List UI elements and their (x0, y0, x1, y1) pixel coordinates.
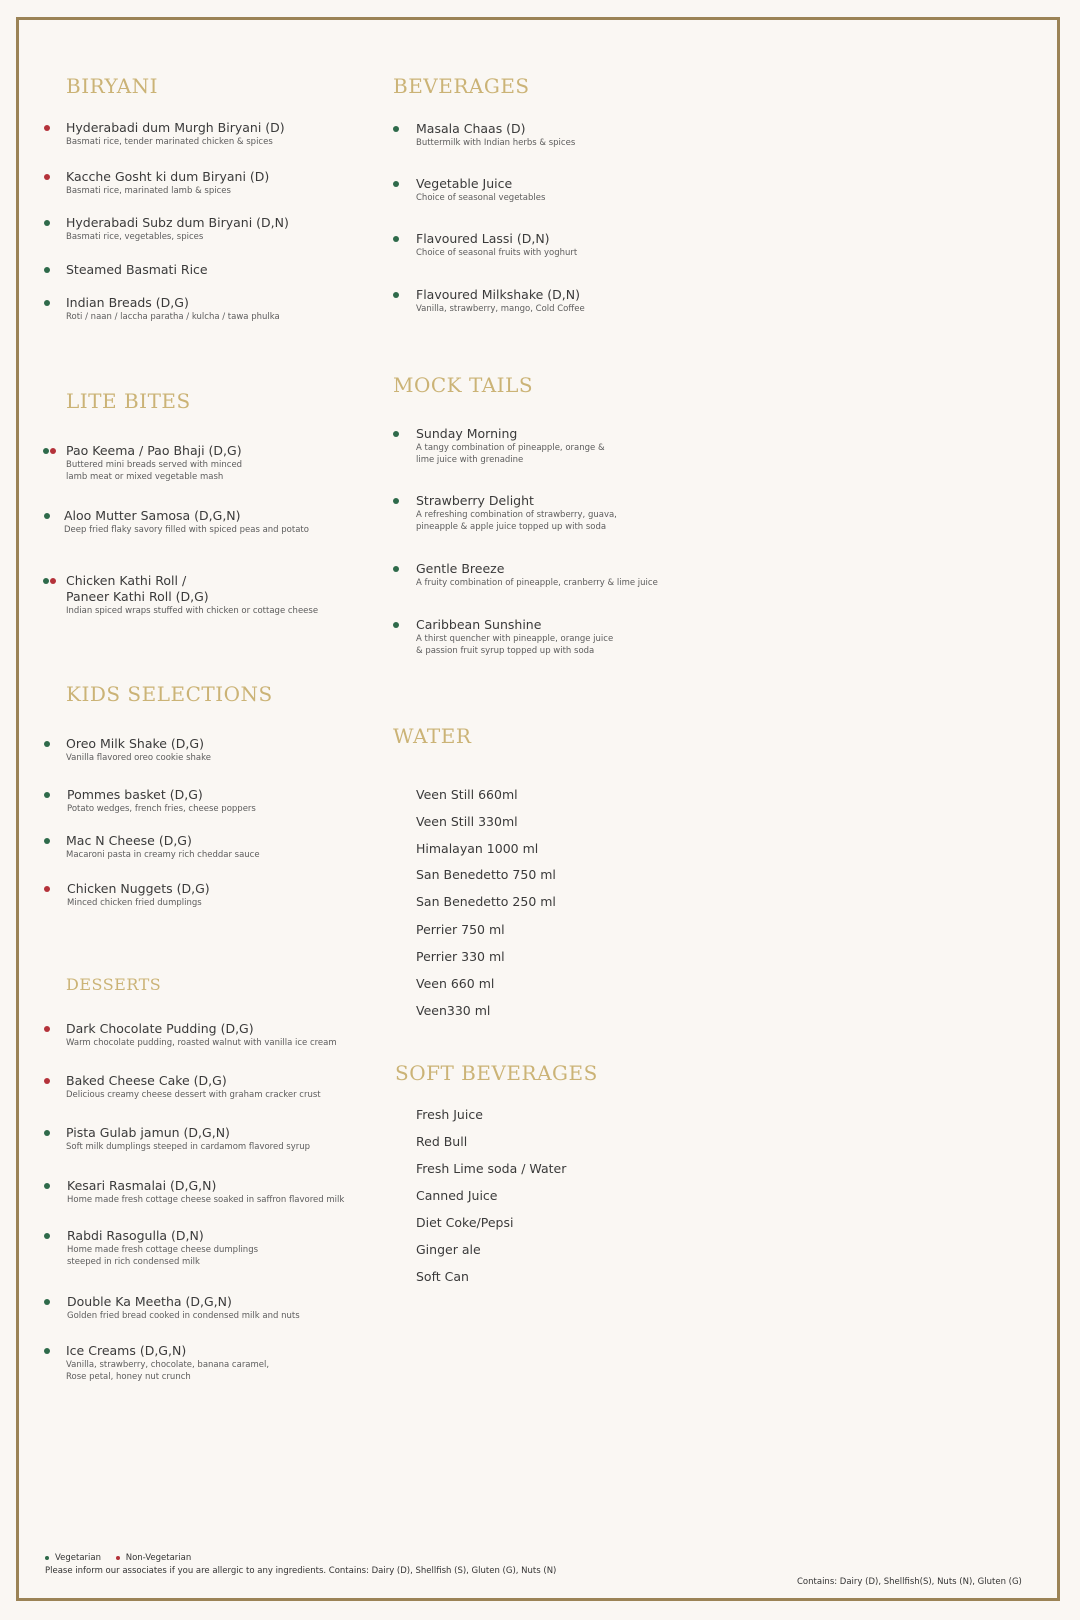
menu-item (44, 169, 269, 197)
item-name: Sunday Morning (416, 426, 518, 441)
heading-kids-selections: KIDS SELECTIONS (66, 682, 273, 706)
item-desc: Vanilla, strawberry, chocolate, banana caramel, (66, 1360, 270, 1370)
item-desc: Vanilla, strawberry, mango, Cold Coffee (416, 304, 585, 314)
item-desc: & passion fruit syrup topped up with soda (416, 646, 595, 656)
legend-veg-label: Vegetarian (55, 1553, 102, 1563)
item-desc: Vanilla flavored oreo cookie shake (66, 753, 211, 763)
veg-dot-icon (43, 448, 49, 454)
menu-item (393, 426, 605, 466)
menu-item (43, 573, 318, 617)
item-name: Strawberry Delight (416, 493, 534, 508)
soft-beverage-item: Diet Coke/Pepsi (416, 1215, 514, 1230)
veg-dot-icon (44, 1299, 50, 1305)
item-name: Oreo Milk Shake (D,G) (66, 736, 204, 751)
item-desc: Deep fried flaky savory filled with spiced peas and potato (64, 525, 309, 535)
item-desc: Macaroni pasta in creamy rich cheddar sauce (66, 850, 260, 860)
legend-non-veg-label: Non-Vegetarian (125, 1553, 192, 1563)
water-item: San Benedetto 750 ml (416, 867, 556, 882)
menu-item (44, 1178, 344, 1206)
water-item: Perrier 330 ml (416, 949, 505, 964)
menu-item (44, 1125, 310, 1153)
item-desc: Buttermilk with Indian herbs & spices (416, 138, 576, 148)
item-desc: A refreshing combination of strawberry, guava, (416, 510, 617, 520)
menu-item (44, 295, 280, 323)
veg-dot-icon (43, 578, 49, 584)
veg-dot-icon (393, 292, 399, 298)
menu-item (44, 736, 211, 764)
veg-dot-icon (393, 126, 399, 132)
item-name: Pista Gulab jamun (D,G,N) (66, 1125, 230, 1140)
item-name: Chicken Kathi Roll / (66, 573, 187, 588)
menu-item (44, 1294, 300, 1322)
item-name: Pao Keema / Pao Bhaji (D,G) (66, 443, 242, 458)
item-desc: Basmati rice, vegetables, spices (66, 232, 204, 242)
item-name: Flavoured Lassi (D,N) (416, 231, 550, 246)
soft-beverage-item: Ginger ale (416, 1242, 481, 1257)
heading-mock-tails: MOCK TAILS (393, 373, 534, 397)
item-desc: Soft milk dumplings steeped in cardamom flavored syrup (66, 1142, 311, 1152)
item-desc: Choice of seasonal fruits with yoghurt (416, 248, 578, 258)
non-veg-dot-icon (44, 886, 50, 892)
menu-item (44, 1021, 337, 1049)
veg-dot-icon (393, 566, 399, 572)
item-desc: Delicious creamy cheese dessert with graham cracker crust (66, 1090, 321, 1100)
item-desc: Potato wedges, french fries, cheese poppers (67, 804, 256, 814)
item-name: Flavoured Milkshake (D,N) (416, 287, 580, 302)
item-name: Aloo Mutter Samosa (D,G,N) (64, 508, 241, 523)
menu-item (44, 508, 309, 536)
item-desc: A fruity combination of pineapple, cranberry & lime juice (416, 578, 658, 588)
water-item: Veen 660 ml (416, 976, 495, 991)
item-desc: Basmati rice, marinated lamb & spices (66, 186, 231, 196)
item-name: Rabdi Rasogulla (D,N) (67, 1228, 204, 1243)
item-desc: steeped in rich condensed milk (67, 1257, 200, 1267)
item-desc: A thirst quencher with pineapple, orange juice (416, 634, 614, 644)
item-name: Ice Creams (D,G,N) (66, 1343, 187, 1358)
menu-item (44, 787, 256, 815)
veg-dot-icon (393, 181, 399, 187)
item-desc: Basmati rice, tender marinated chicken & spices (66, 137, 273, 147)
soft-beverage-item: Red Bull (416, 1134, 468, 1149)
item-desc: Rose petal, honey nut crunch (66, 1372, 191, 1382)
veg-dot-icon (393, 622, 399, 628)
item-desc: Roti / naan / laccha paratha / kulcha / tawa phulka (66, 312, 280, 322)
item-desc: Choice of seasonal vegetables (416, 193, 546, 203)
item-desc: A tangy combination of pineapple, orange & (416, 443, 605, 453)
contains-note: Contains: Dairy (D), Shellfish(S), Nuts (N), Gluten (G) (797, 1577, 1022, 1587)
heading-desserts: DESSERTS (66, 975, 162, 994)
veg-dot-icon (44, 1130, 50, 1136)
veg-dot-icon (44, 838, 50, 844)
menu-item (44, 833, 260, 861)
menu-item (44, 881, 210, 909)
item-name: Baked Cheese Cake (D,G) (66, 1073, 227, 1088)
menu-item (44, 1343, 269, 1383)
item-desc: Home made fresh cottage cheese dumplings (67, 1245, 259, 1255)
veg-dot-icon (44, 1233, 50, 1239)
menu-item (44, 262, 208, 278)
item-name: Mac N Cheese (D,G) (66, 833, 192, 848)
non-veg-dot-icon (44, 125, 50, 131)
non-veg-dot-icon (44, 1078, 50, 1084)
allergy-note: Please inform our associates if you are allergic to any ingredients. Contains: Dairy (D), Shellfish (S), Gluten (G), Nuts (N) (45, 1566, 557, 1576)
veg-dot-icon (44, 1183, 50, 1189)
veg-dot-icon (45, 1556, 49, 1560)
menu-item (44, 1073, 321, 1101)
soft-beverage-item: Fresh Juice (416, 1107, 483, 1122)
menu-item (393, 561, 658, 589)
menu-item (44, 1228, 258, 1268)
item-name: Chicken Nuggets (D,G) (67, 881, 210, 896)
veg-dot-icon (393, 236, 399, 242)
menu-item (393, 121, 575, 149)
soft-beverage-item: Fresh Lime soda / Water (416, 1161, 567, 1176)
heading-soft-beverages: SOFT BEVERAGES (395, 1061, 598, 1085)
item-desc: Home made fresh cottage cheese soaked in saffron flavored milk (67, 1195, 345, 1205)
non-veg-dot-icon (44, 174, 50, 180)
non-veg-dot-icon (50, 578, 56, 584)
item-desc: Indian spiced wraps stuffed with chicken or cottage cheese (66, 606, 319, 616)
menu-item (393, 493, 617, 533)
veg-dot-icon (44, 513, 50, 519)
water-item: Veen Still 660ml (416, 787, 518, 802)
legend (45, 1553, 191, 1563)
item-name: Gentle Breeze (416, 561, 505, 576)
veg-dot-icon (44, 741, 50, 747)
menu-item (43, 443, 242, 483)
item-desc: Minced chicken fried dumplings (67, 898, 202, 908)
menu-item (393, 231, 577, 259)
item-name: Dark Chocolate Pudding (D,G) (66, 1021, 254, 1036)
soft-beverage-item: Soft Can (416, 1269, 469, 1284)
heading-beverages: BEVERAGES (393, 74, 530, 98)
item-name: Masala Chaas (D) (416, 121, 526, 136)
item-name: Double Ka Meetha (D,G,N) (67, 1294, 232, 1309)
item-name: Pommes basket (D,G) (67, 787, 203, 802)
item-name: Hyderabadi dum Murgh Biryani (D) (66, 120, 285, 135)
item-name: Indian Breads (D,G) (66, 295, 189, 310)
item-name: Kacche Gosht ki dum Biryani (D) (66, 169, 270, 184)
item-name: Hyderabadi Subz dum Biryani (D,N) (66, 215, 289, 230)
veg-dot-icon (393, 431, 399, 437)
menu-item (44, 215, 289, 243)
non-veg-dot-icon (50, 448, 56, 454)
water-item: San Benedetto 250 ml (416, 894, 556, 909)
heading-lite-bites: LITE BITES (66, 389, 191, 413)
water-item: Veen Still 330ml (416, 814, 518, 829)
veg-dot-icon (44, 1348, 50, 1354)
veg-dot-icon (44, 792, 50, 798)
non-veg-dot-icon (116, 1556, 120, 1560)
menu-item (393, 617, 613, 657)
menu-item (393, 176, 545, 204)
non-veg-dot-icon (44, 1026, 50, 1032)
item-desc: lamb meat or mixed vegetable mash (66, 472, 224, 482)
item-desc: lime juice with grenadine (416, 455, 524, 465)
item-desc: Warm chocolate pudding, roasted walnut with vanilla ice cream (66, 1038, 337, 1048)
water-item: Perrier 750 ml (416, 922, 505, 937)
soft-beverage-item: Canned Juice (416, 1188, 498, 1203)
item-desc: Buttered mini breads served with minced (66, 460, 243, 470)
heading-biryani: BIRYANI (66, 74, 159, 98)
item-desc: pineapple & apple juice topped up with soda (416, 522, 607, 532)
item-name: Vegetable Juice (416, 176, 513, 191)
item-name: Steamed Basmati Rice (66, 262, 208, 277)
menu-item (393, 287, 585, 315)
item-desc: Golden fried bread cooked in condensed milk and nuts (67, 1311, 300, 1321)
veg-dot-icon (44, 300, 50, 306)
veg-dot-icon (393, 498, 399, 504)
item-name: Caribbean Sunshine (416, 617, 542, 632)
menu-item (44, 120, 285, 148)
veg-dot-icon (44, 220, 50, 226)
water-item: Veen330 ml (416, 1003, 491, 1018)
veg-dot-icon (44, 267, 50, 273)
heading-water: WATER (393, 724, 472, 748)
item-name: Paneer Kathi Roll (D,G) (66, 589, 209, 604)
water-item: Himalayan 1000 ml (416, 841, 539, 856)
item-name: Kesari Rasmalai (D,G,N) (67, 1178, 217, 1193)
